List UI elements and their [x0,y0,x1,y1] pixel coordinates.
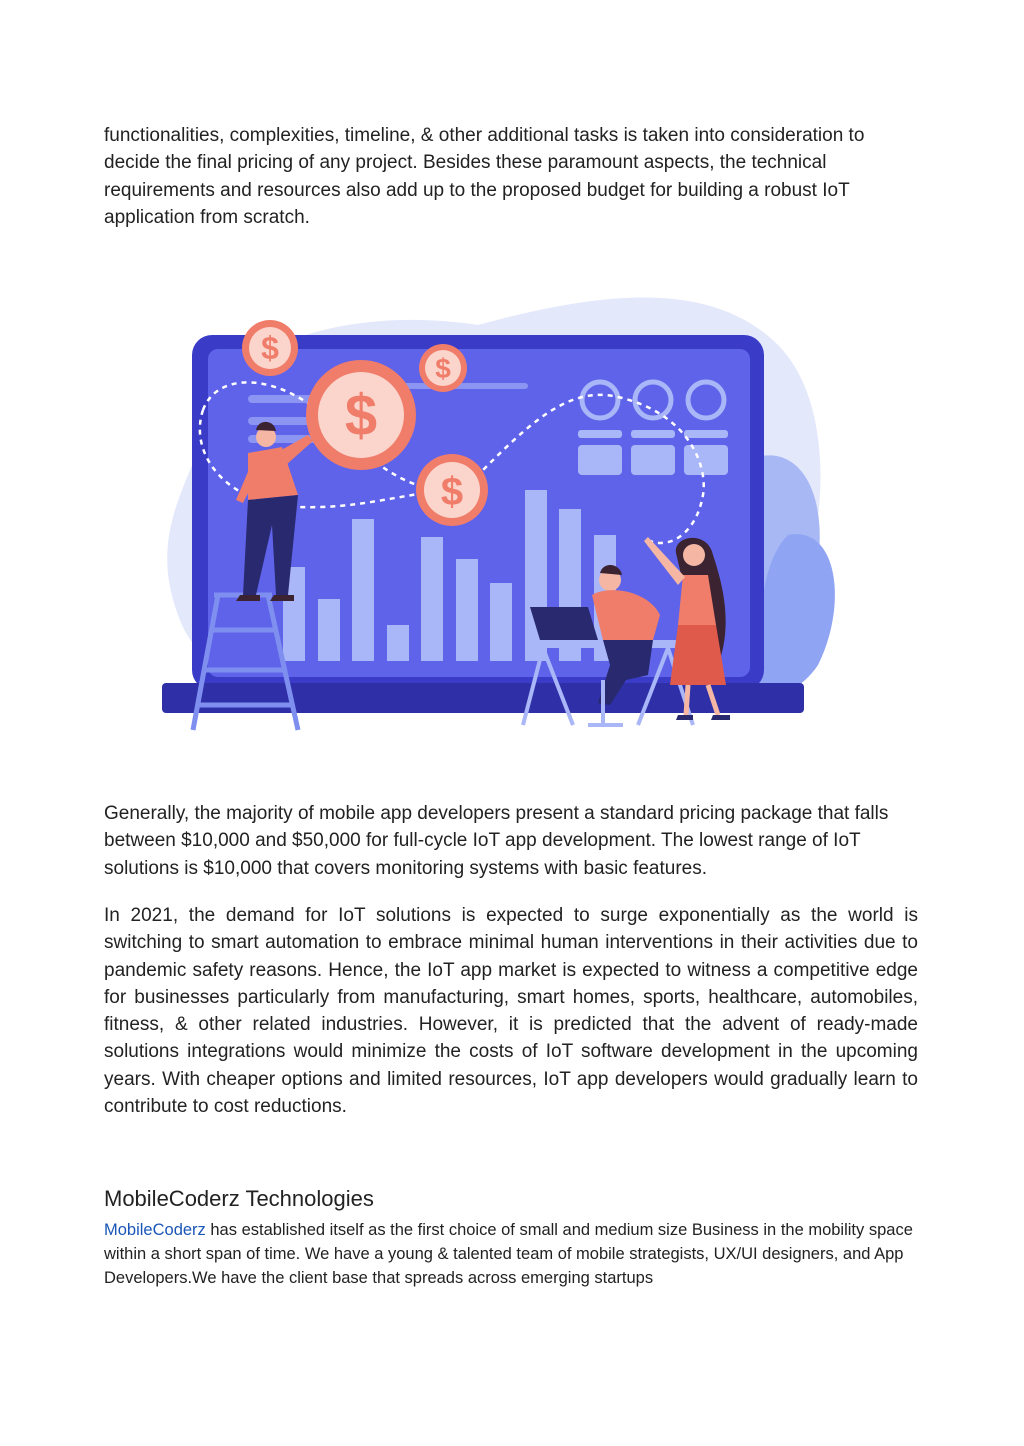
coin-small-1 [242,320,298,376]
svg-text:$: $ [344,383,378,448]
bar [318,599,340,661]
company-description-text: has established itself as the first choice of small and medium size Business in the mobility space within a short span of time. We have a young & talented team of mobile strategists, UX/UI designers, and App Developers.We have the client base that spreads across emerging startups [104,1221,913,1288]
bar [352,519,374,661]
coin-small-2 [419,344,467,392]
svg-text:$: $ [435,353,451,384]
pricing-paragraph: Generally, the majority of mobile app developers present a standard pricing package that falls between $10,000 and $50,000 for full-cycle IoT app development. The lowest range of IoT solutions is $10,000 that covers monitoring systems with basic features. [104,803,889,879]
screen-line [398,383,528,389]
bar [456,559,478,661]
bar [421,537,443,661]
gauge-card [578,445,622,475]
svg-text:$: $ [261,330,279,366]
gauge-label [684,430,728,438]
coin-medium [416,454,488,526]
gauge-label [631,430,675,438]
bar [387,625,409,661]
gauge-card [631,445,675,475]
intro-paragraph: functionalities, complexities, timeline, & other additional tasks is taken into consideration to decide the final pricing of any project. Besides these paramount aspects, the technical requirements and resources also add up to the proposed budget for building a robust IoT application from scratch. [104,125,865,228]
iot-pricing-illustration [148,285,848,735]
svg-text:$: $ [440,470,464,514]
company-description [104,1218,918,1291]
demand-paragraph: In 2021, the demand for IoT solutions is expected to surge exponentially as the world is switching to smart automation to embrace minimal human interventions in their activities due to pandemic safety reasons. Hence, the IoT app market is expected to witness a competitive edge for businesses particularly from manufacturing, smart homes, sports, healthcare, automobiles, fitness, & other related industries. However, it is predicted that the advent of ready-made solutions integrations would minimize the costs of IoT software development in the upcoming years. With cheaper options and limited resources, IoT app developers would gradually learn to contribute to cost reductions. [104,905,918,1118]
company-link[interactable]: MobileCoderz [104,1221,206,1239]
gauge-label [578,430,622,438]
gauge-card [684,445,728,475]
company-heading: MobileCoderz Technologies [104,1186,374,1211]
coin-large [306,360,416,470]
bar [490,583,512,661]
